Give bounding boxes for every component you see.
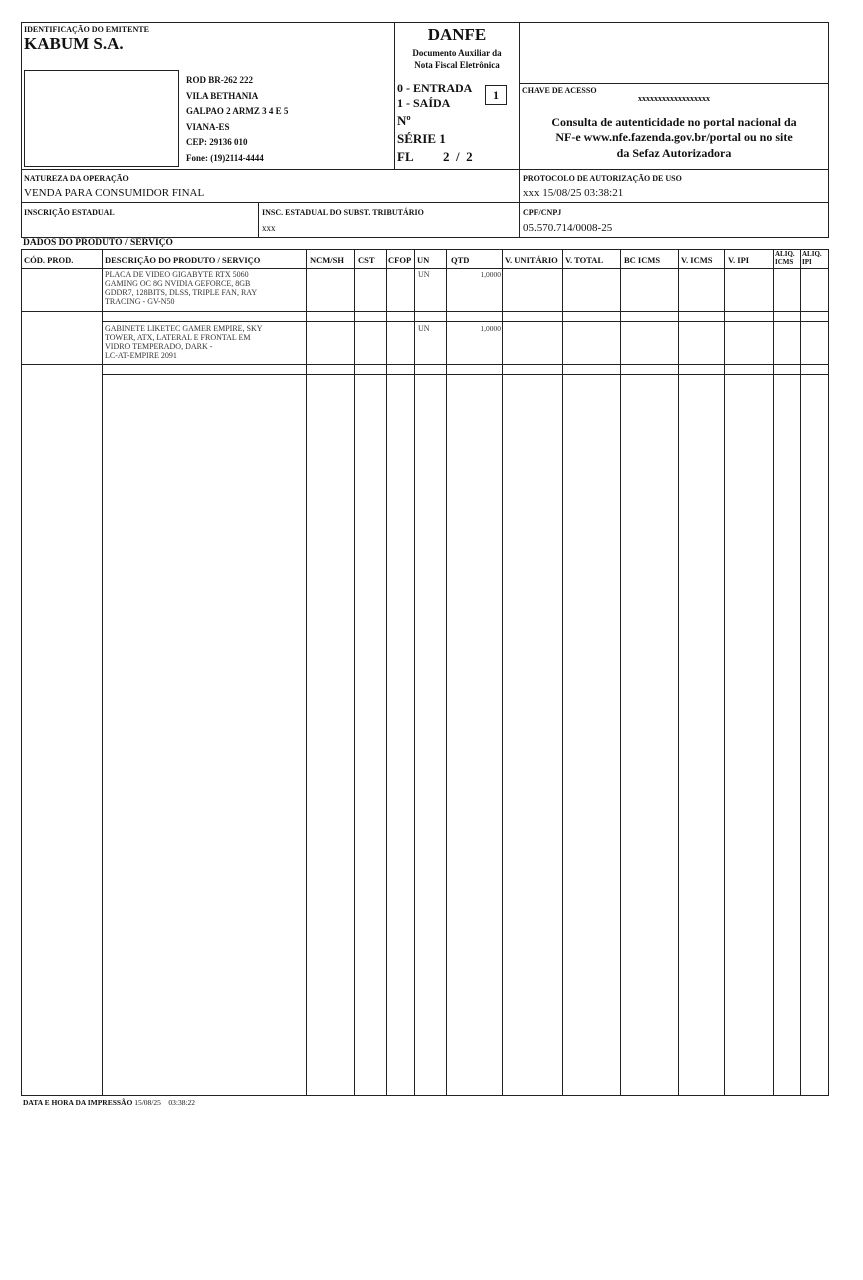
- description-line: GDDR7, 128BITS, DLSS, TRIPLE FAN, RAY: [105, 288, 258, 297]
- header-aliq-ipi: [802, 251, 822, 266]
- header-cod-prod: CÓD. PROD.: [24, 255, 74, 265]
- natureza-block: [21, 169, 520, 203]
- fl-label: FL: [397, 149, 414, 164]
- header-descricao: DESCRIÇÃO DO PRODUTO / SERVIÇO: [105, 255, 261, 265]
- tipo-box: 1: [485, 85, 507, 105]
- danfe-subtitle-2: Nota Fiscal Eletrônica: [414, 60, 500, 70]
- item-qtd: 1,0000: [480, 324, 501, 333]
- impressao-label: DATA E HORA DA IMPRESSÃO: [23, 1098, 133, 1107]
- emitente-address: [186, 73, 288, 166]
- cnpj-value: 05.570.714/0008-25: [523, 222, 613, 234]
- col-divider: [678, 250, 679, 1095]
- header-aliq-ipi-line-2: IPI: [802, 257, 812, 266]
- header-cst: CST: [358, 255, 375, 265]
- description-line: PLACA DE VIDEO GIGABYTE RTX 5060: [105, 270, 249, 279]
- natureza-label: NATUREZA DA OPERAÇÃO: [24, 174, 129, 183]
- address-line: VIANA-ES: [186, 121, 230, 132]
- impressao-footer: [23, 1098, 195, 1107]
- produtos-table: [21, 249, 829, 1096]
- address-line: CEP: 29136 010: [186, 137, 248, 147]
- address-line: VILA BETHANIA: [186, 90, 259, 101]
- danfe-subtitle-1: Documento Auxiliar da: [412, 48, 502, 58]
- description-line: VIDRO TEMPERADO, DARK -: [105, 342, 213, 351]
- header-aliq-icms: [775, 251, 795, 266]
- consulta-line-2: NF-e www.nfe.fazenda.gov.br/portal ou no site: [555, 130, 793, 144]
- header-v-icms: V. ICMS: [681, 255, 713, 265]
- row-divider: [102, 321, 828, 322]
- item-description: [105, 270, 303, 304]
- header-aliq-icms-line-1: ALIQ.: [775, 250, 795, 258]
- protocolo-block: [519, 169, 829, 203]
- col-divider: [773, 250, 774, 1095]
- emitente-block: [21, 22, 395, 170]
- insc-subst-block: [258, 202, 520, 238]
- description-line: GABINETE LIKETEC GAMER EMPIRE, SKY: [105, 324, 263, 333]
- col-divider: [414, 250, 415, 1095]
- col-divider: [446, 250, 447, 1095]
- impressao-value: 15/08/25 03:38:22: [134, 1098, 196, 1107]
- chave-block: [519, 83, 829, 170]
- description-line: GAMING OC 8G NVIDIA GEFORCE, 8GB: [105, 279, 251, 288]
- emitente-label: IDENTIFICAÇÃO DO EMITENTE: [24, 25, 149, 34]
- address-line: GALPAO 2 ARMZ 3 4 E 5: [186, 106, 289, 116]
- col-divider: [306, 250, 307, 1095]
- address-line: Fone: (19)2114-4444: [186, 152, 264, 163]
- emitente-name: KABUM S.A.: [24, 34, 124, 53]
- col-divider: [102, 250, 103, 1095]
- description-line: TRACING - GV-N50: [105, 297, 175, 304]
- col-divider: [724, 250, 725, 1095]
- header-row-divider: [22, 268, 828, 269]
- header-qtd: QTD: [451, 255, 470, 265]
- entrada-label: 0 - ENTRADA: [397, 81, 473, 95]
- col-divider: [620, 250, 621, 1095]
- cnpj-block: [519, 202, 829, 238]
- col-divider: [354, 250, 355, 1095]
- protocolo-label: PROTOCOLO DE AUTORIZAÇÃO DE USO: [523, 174, 682, 183]
- danfe-block: [394, 22, 520, 170]
- cnpj-label: CPF/CNPJ: [523, 208, 562, 217]
- col-divider: [386, 250, 387, 1095]
- row-divider: [22, 311, 828, 312]
- inscricao-block: [21, 202, 259, 238]
- item-qtd: 1,0000: [480, 270, 501, 279]
- description-line: LC-AT-EMPIRE 2091: [105, 351, 177, 360]
- barcode-area: [519, 22, 829, 84]
- consulta-line-1: Consulta de autenticidade no portal nacional da: [551, 115, 797, 129]
- col-divider: [502, 250, 503, 1095]
- header-aliq-ipi-line-1: ALIQ.: [802, 250, 822, 258]
- chave-label: CHAVE DE ACESSO: [522, 86, 597, 95]
- item-description: [105, 324, 303, 360]
- address-line: ROD BR-262 222: [186, 75, 253, 85]
- header-bc-icms: BC ICMS: [624, 255, 661, 265]
- col-divider: [562, 250, 563, 1095]
- serie-label: SÉRIE 1: [397, 131, 446, 146]
- inscricao-label: INSCRIÇÃO ESTADUAL: [24, 208, 115, 217]
- logo-placeholder: [24, 70, 179, 167]
- natureza-value: VENDA PARA CONSUMIDOR FINAL: [24, 187, 205, 199]
- header-v-unitario: V. UNITÁRIO: [505, 255, 558, 265]
- header-ncm: NCM/SH: [310, 255, 344, 265]
- col-divider: [800, 250, 801, 1095]
- folha-value: 2 / 2: [443, 149, 473, 164]
- item-un: UN: [418, 270, 430, 279]
- insc-subst-label: INSC. ESTADUAL DO SUBST. TRIBUTÁRIO: [262, 208, 424, 217]
- consulta-line-3: da Sefaz Autorizadora: [616, 146, 732, 160]
- row-divider: [22, 364, 828, 365]
- header-v-total: V. TOTAL: [565, 255, 604, 265]
- saida-label: 1 - SAÍDA: [397, 96, 451, 110]
- danfe-title: DANFE: [427, 25, 487, 44]
- insc-subst-value: xxx: [262, 223, 276, 233]
- header-un: UN: [417, 255, 430, 265]
- numero-label: Nº: [397, 113, 411, 128]
- header-aliq-icms-line-2: ICMS: [775, 257, 794, 266]
- row-divider: [102, 374, 828, 375]
- item-un: UN: [418, 324, 430, 333]
- protocolo-value: xxx 15/08/25 03:38:21: [523, 187, 624, 199]
- header-cfop: CFOP: [388, 255, 412, 265]
- produtos-section-title: DADOS DO PRODUTO / SERVIÇO: [23, 238, 173, 248]
- header-v-ipi: V. IPI: [728, 255, 750, 265]
- description-line: TOWER, ATX, LATERAL E FRONTAL EM: [105, 333, 251, 342]
- chave-value: xxxxxxxxxxxxxxxxxx: [638, 94, 710, 103]
